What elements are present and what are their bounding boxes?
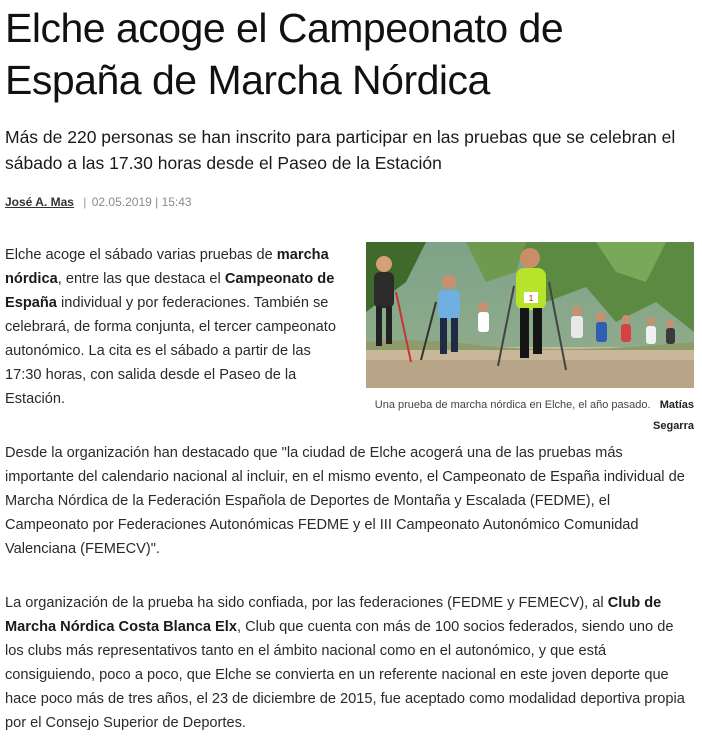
photo-illustration [366,242,694,388]
race-bib-number: 1 [528,294,534,303]
paragraph-intro-text-3: individual y por federaciones. También se celebrará, de forma conjunta, el tercer campeonato autonómico. La cita es el sábado a partir de las 17:30 horas, con salida desde el Paseo de la Estación. [5,295,336,407]
byline-separator: | [83,195,87,209]
paragraph-intro-text-1: Elche acoge el sábado varias pruebas de [5,247,277,263]
caption-text: Una prueba de marcha nórdica en Elche, el año pasado. [374,399,651,411]
paragraph-club [5,591,695,735]
author-link[interactable]: José A. Mas [5,195,74,209]
photo-credit: Matías Segarra [653,399,694,432]
paragraph-intro-text-2: , entre las que destaca el [57,271,225,287]
article-subtitle: Más de 220 personas se han inscrito para participar en las pruebas que se celebran el sábado a las 17.30 horas desde el Paseo de la Estación [5,127,676,173]
photo-caption [366,395,694,437]
paragraph-organization: Desde la organización han destacado que "la ciudad de Elche acogerá una de las pruebas más importante del calendario nacional al incluir, en el mismo evento, el Campeonato de España individual de Marcha Nórdica de la Federación Española de Deportes de Montaña y Escalada (FEDME), el Campeonato por Federaciones Autonómicas FEDME y el III Campeonato Autonómico Comunidad Valenciana (FEMECV)". [5,445,685,557]
paragraph-intro [5,243,345,411]
article-title: Elche acoge el Campeonato de España de Marcha Nórdica [5,5,564,103]
bold-marcha-nordica: marcha nórdica [5,247,329,287]
publish-date: 02.05.2019 | 15:43 [91,195,192,209]
byline [5,195,192,209]
article-photo[interactable] [366,242,694,388]
bold-club-name: Club de Marcha Nórdica Costa Blanca Elx [5,595,662,635]
bold-campeonato-espana: Campeonato de España [5,271,335,311]
paragraph-club-text-1: La organización de la prueba ha sido confiada, por las federaciones (FEDME y FEMECV), al [5,595,608,611]
paragraph-club-text-2: , Club que cuenta con más de 100 socios federados, siendo uno de los clubs más representativos tanto en el ámbito nacional como en el autonómico, y que está consiguiendo, poco a poco, que Elche se convierta en un referente nacional en este joven deporte que hace poco más de tres años, el 23 de diciembre de 2015, fue aceptado como modalidad deportiva propia por el Consejo Superior de Deportes. [5,619,685,731]
